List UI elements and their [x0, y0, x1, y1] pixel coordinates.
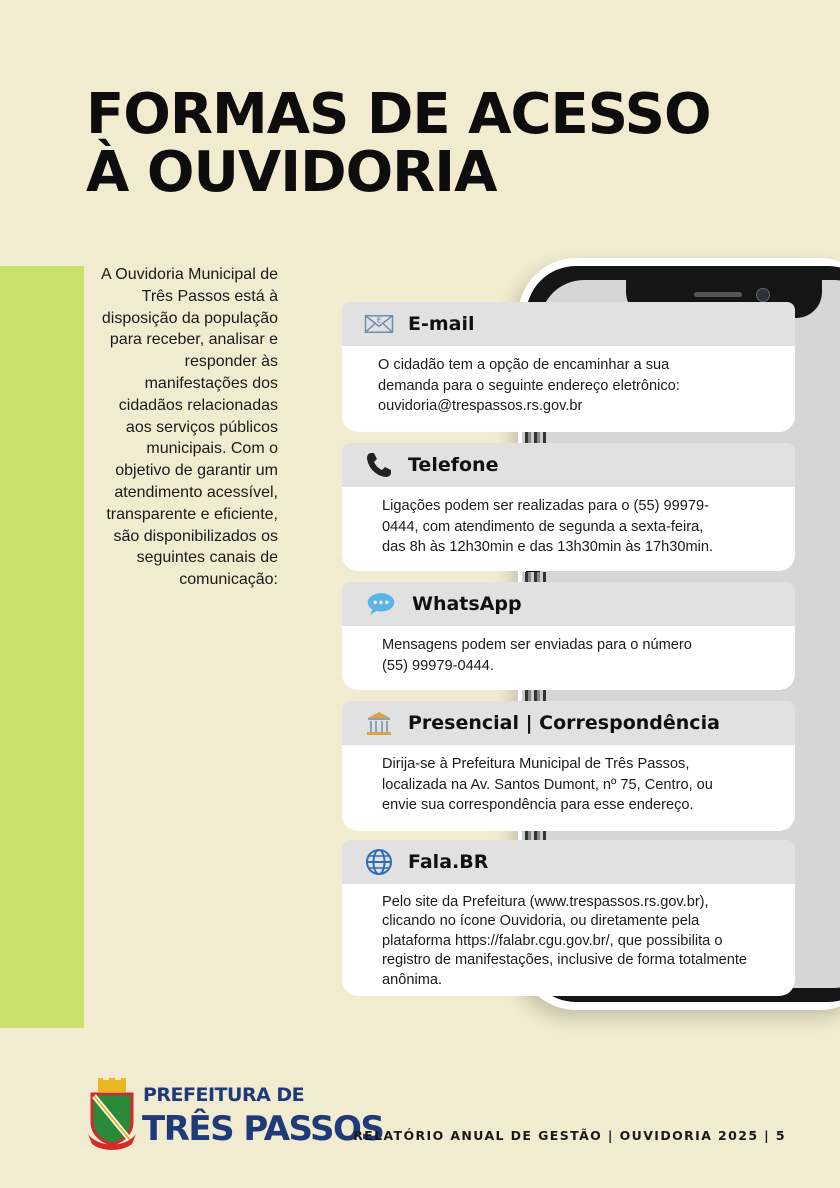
title-line-1: FORMAS DE ACESSO	[86, 82, 711, 147]
chat-bubble-icon	[366, 590, 396, 618]
brand-line-1: PREFEITURA DE	[143, 1084, 305, 1106]
email-address[interactable]: ouvidoria@trespassos.rs.gov.br	[378, 398, 583, 414]
text-line: O cidadão tem a opção de encaminhar a sua	[378, 357, 670, 373]
globe-icon	[364, 848, 394, 876]
text-line: 0444, com atendimento de segunda a sexta-feira,	[382, 518, 704, 535]
channel-card-email	[342, 302, 795, 432]
channel-card-telefone	[342, 443, 795, 571]
channel-header	[342, 302, 795, 346]
text-line: Mensagens podem ser enviadas para o número	[382, 637, 692, 653]
page-title	[86, 82, 711, 205]
channel-header	[342, 582, 795, 626]
phone-camera-icon	[756, 288, 770, 302]
text-line: clicando no ícone Ouvidoria, ou diretamente pela	[382, 913, 700, 930]
envelope-icon	[364, 310, 394, 338]
channel-header	[342, 701, 795, 745]
text-line: das 8h às 12h30min e das 13h30min às 17h30min.	[382, 539, 714, 555]
accent-bar	[0, 266, 84, 1028]
intro-paragraph: A Ouvidoria Municipal de Três Passos está à disposição da população para receber, analisar e responder às manifestações dos cidadãos relacionadas aos serviços públicos municipais. Com o objetivo de garantir um atendimento acessível, transparente e eficiente, são disponibilizados os seguintes canais de comunicação:	[101, 266, 278, 589]
channel-title: E-mail	[408, 313, 475, 335]
text-line: Ligações podem ser realizadas para o (55) 99979-	[382, 498, 709, 514]
channel-title: Telefone	[408, 454, 499, 476]
channel-card-whatsapp	[342, 582, 795, 690]
text-line: demanda para o seguinte endereço eletrônico:	[378, 377, 680, 394]
text-line: Dirija-se à Prefeitura Municipal de Três Passos,	[382, 756, 690, 772]
channel-card-presencial	[342, 701, 795, 831]
brand-line-2: TRÊS PASSOS	[142, 1109, 384, 1149]
channel-description	[342, 626, 795, 690]
text-line: plataforma https://falabr.cgu.gov.br/, que possibilita o	[382, 932, 723, 949]
phone-icon	[364, 451, 394, 479]
channel-title: Fala.BR	[408, 851, 489, 873]
channel-description	[342, 346, 795, 432]
text-line: localizada na Av. Santos Dumont, nº 75, Centro, ou	[382, 776, 713, 793]
channel-header	[342, 443, 795, 487]
text-line: registro de manifestações, inclusive de forma totalmente	[382, 952, 748, 969]
title-line-2: À OUVIDORIA	[86, 140, 497, 205]
channel-description	[342, 745, 795, 831]
channel-title: Presencial | Correspondência	[408, 712, 720, 734]
building-icon	[364, 709, 394, 737]
text-line: anônima.	[382, 971, 443, 988]
phone-speaker	[694, 292, 742, 297]
channel-title: WhatsApp	[412, 593, 522, 615]
channel-description	[342, 487, 795, 571]
channel-header	[342, 840, 795, 884]
channel-card-falabr	[342, 840, 795, 996]
municipal-crest-logo	[84, 1078, 140, 1150]
channel-description	[342, 884, 795, 996]
svg-text:E: E	[376, 316, 382, 325]
text-line: Pelo site da Prefeitura (www.trespassos.rs.gov.br),	[382, 894, 709, 910]
text-line: envie sua correspondência para esse endereço.	[382, 797, 694, 813]
report-footer: RELATÓRIO ANUAL DE GESTÃO | OUVIDORIA 2025 | 5	[353, 1128, 786, 1143]
text-line: (55) 99979-0444.	[382, 657, 494, 674]
